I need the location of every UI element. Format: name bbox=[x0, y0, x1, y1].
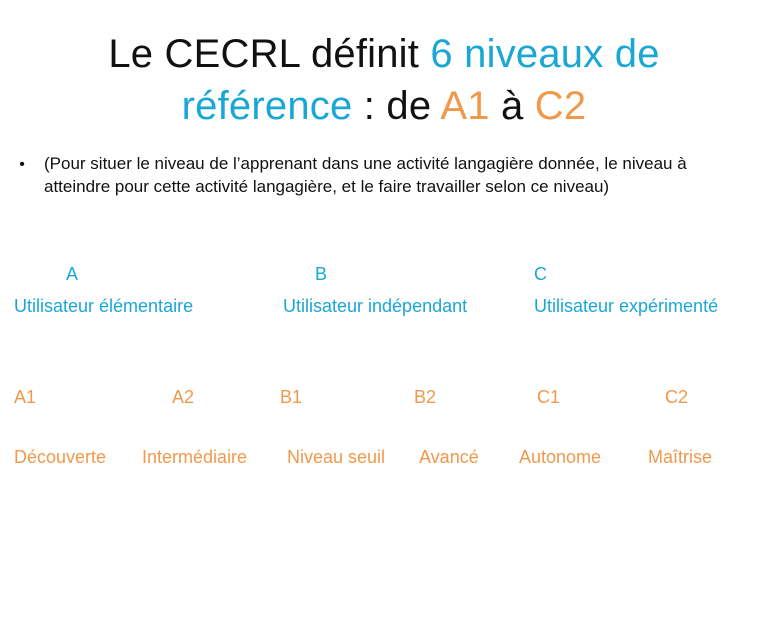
title-highlight-blue-2: référence bbox=[181, 84, 353, 128]
title-text-3: à bbox=[489, 84, 535, 128]
level-code-b: B bbox=[315, 264, 328, 284]
level-code-c: C bbox=[534, 264, 547, 284]
sublevel-code-a1: A1 bbox=[14, 387, 37, 407]
sublevel-code-c1: C1 bbox=[537, 387, 561, 407]
title-text-2: : de bbox=[352, 84, 441, 128]
title-highlight-orange-c2: C2 bbox=[534, 84, 587, 128]
sublevel-label-a1: Découverte bbox=[14, 447, 107, 467]
bullet-text: (Pour situer le niveau de l’apprenant dans une activité langagière donnée, le niveau à atteindre pour cette activité langagière, et le faire travailler selon ce niveau) bbox=[44, 154, 687, 196]
level-label-c: Utilisateur expérimenté bbox=[534, 296, 719, 316]
sublevel-label-c2: Maîtrise bbox=[648, 447, 713, 467]
sublevel-code-a2: A2 bbox=[172, 387, 195, 407]
sublevel-code-b2: B2 bbox=[414, 387, 437, 407]
sublevel-code-b1: B1 bbox=[280, 387, 303, 407]
sublevel-label-c1: Autonome bbox=[519, 447, 602, 467]
level-code-a: A bbox=[66, 264, 79, 284]
sublevels bbox=[0, 387, 768, 487]
level-label-b: Utilisateur indépendant bbox=[283, 296, 468, 316]
top-levels bbox=[0, 264, 768, 324]
slide-title bbox=[0, 28, 768, 132]
sublevel-label-a2: Intermédiaire bbox=[142, 447, 248, 467]
title-highlight-blue-1: 6 niveaux de bbox=[430, 32, 660, 76]
title-line-2 bbox=[0, 80, 768, 132]
level-label-a: Utilisateur élémentaire bbox=[14, 296, 194, 316]
sublevel-code-c2: C2 bbox=[665, 387, 689, 407]
title-line-1 bbox=[0, 28, 768, 80]
sublevel-label-b2: Avancé bbox=[419, 447, 479, 467]
title-highlight-orange-a1: A1 bbox=[440, 84, 490, 128]
bullet-dot-icon: • bbox=[19, 156, 25, 173]
sublevel-label-b1: Niveau seuil bbox=[287, 447, 386, 467]
title-text-1: Le CECRL définit bbox=[108, 32, 431, 76]
bullet-paragraph bbox=[16, 152, 736, 198]
